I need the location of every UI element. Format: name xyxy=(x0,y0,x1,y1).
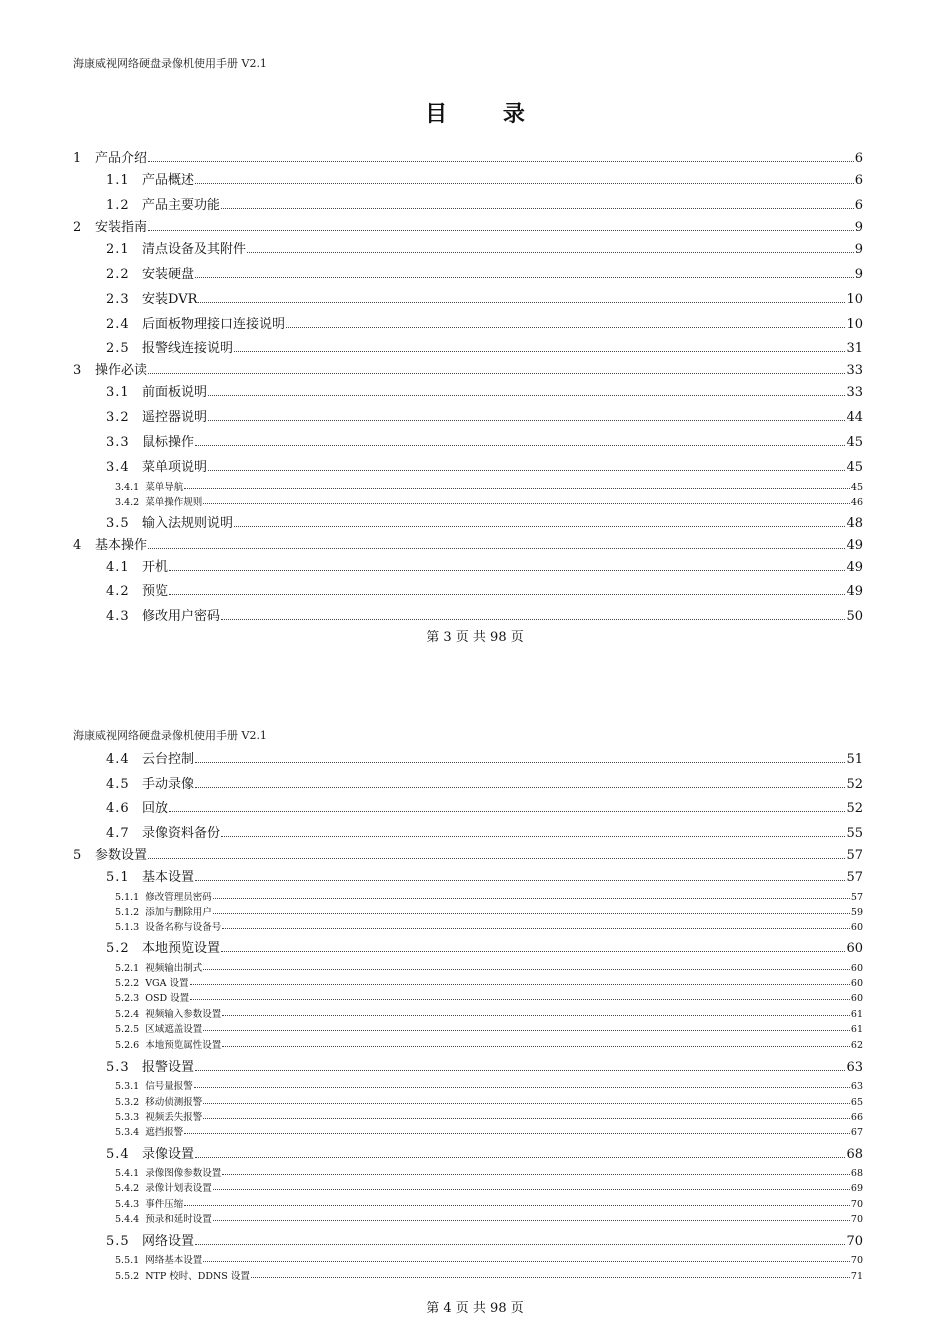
toc-entry-number: 5 xyxy=(73,848,82,863)
toc-entry[interactable] xyxy=(73,1211,863,1225)
toc-entry[interactable] xyxy=(73,1094,863,1108)
toc-entry[interactable] xyxy=(73,494,863,508)
toc-entry-number: 2.4 xyxy=(106,317,130,332)
toc-entry-label: 本地预览设置 xyxy=(142,941,221,956)
toc-entry-label: 预录和延时设置 xyxy=(145,1214,212,1225)
toc-entry-number: 5.2 xyxy=(106,941,130,956)
toc-entry-label: 本地预览属性设置 xyxy=(145,1040,222,1051)
toc-entry-number: 5.5.2 xyxy=(115,1271,140,1282)
toc-entry-label: 基本操作 xyxy=(95,538,148,553)
toc-entry[interactable] xyxy=(73,960,863,974)
toc-entry-number: 4.3 xyxy=(106,609,130,624)
dot-leader xyxy=(203,1103,850,1104)
toc-entry[interactable] xyxy=(73,1078,863,1092)
toc-entry[interactable] xyxy=(73,406,863,425)
toc-entry[interactable] xyxy=(73,1165,863,1179)
dot-leader xyxy=(184,1133,850,1134)
toc-entry-page-number: 45 xyxy=(846,435,863,450)
toc-entry-number: 5.2.2 xyxy=(115,978,140,989)
toc-entry[interactable] xyxy=(73,822,863,841)
toc-entry-page-number: 57 xyxy=(846,870,863,885)
toc-entry-page-number: 6 xyxy=(854,198,863,213)
dot-leader xyxy=(222,1174,850,1175)
dot-leader xyxy=(213,1189,850,1190)
dot-leader xyxy=(195,1244,845,1245)
toc-entry-number: 2.2 xyxy=(106,267,130,282)
toc-entry-label: 参数设置 xyxy=(95,848,148,863)
dot-leader xyxy=(195,1157,845,1158)
toc-entry-label: 录像设置 xyxy=(142,1147,195,1162)
toc-entry-number: 5.5.1 xyxy=(115,1255,140,1266)
toc-entry-page-number: 10 xyxy=(846,292,863,307)
toc-entry-page-number: 61 xyxy=(850,1009,863,1020)
toc-entry-number: 5.4.2 xyxy=(115,1183,140,1194)
page-header: 海康威视网络硬盘录像机使用手册 V2.1 xyxy=(73,57,267,70)
toc-entry-page-number: 6 xyxy=(854,173,863,188)
toc-entry-number: 4.5 xyxy=(106,777,130,792)
toc-entry-label: 录像计划表设置 xyxy=(145,1183,212,1194)
dot-leader xyxy=(213,913,850,914)
toc-entry-label: 报警线连接说明 xyxy=(142,341,234,356)
toc-entry[interactable] xyxy=(73,866,863,885)
toc-entry-page-number: 71 xyxy=(850,1271,863,1282)
dot-leader xyxy=(190,984,850,985)
dot-leader xyxy=(148,373,845,374)
toc-entry-label: 操作必读 xyxy=(95,363,148,378)
toc-entry[interactable] xyxy=(73,605,863,624)
dot-leader xyxy=(184,1205,850,1206)
toc-entry-label: 视频丢失报警 xyxy=(145,1112,203,1123)
toc-entry[interactable] xyxy=(73,1252,863,1266)
toc-entry[interactable] xyxy=(73,313,863,332)
toc-entry-page-number: 9 xyxy=(854,242,863,257)
toc-entry-label: NTP 校时、DDNS 设置 xyxy=(145,1271,250,1282)
toc-entry-page-number: 49 xyxy=(846,560,863,575)
toc-entry-label: 网络设置 xyxy=(142,1234,195,1249)
dot-leader xyxy=(222,928,850,929)
toc-entry-label: 信号量报警 xyxy=(145,1081,193,1092)
toc-entry-label: 基本设置 xyxy=(142,870,195,885)
page-title: 目 录 xyxy=(425,101,549,127)
toc-entry-number: 5.2.5 xyxy=(115,1024,140,1035)
toc-entry-page-number: 65 xyxy=(850,1097,863,1108)
toc-entry-label: 开机 xyxy=(142,560,169,575)
dot-leader xyxy=(195,787,845,788)
toc-entry[interactable] xyxy=(73,456,863,475)
toc-entry-page-number: 60 xyxy=(850,978,863,989)
dot-leader xyxy=(234,526,845,527)
dot-leader xyxy=(195,1070,845,1071)
toc-entry-label: 遥控器说明 xyxy=(142,410,208,425)
toc-entry-page-number: 48 xyxy=(846,516,863,531)
toc-entry-label: 菜单导航 xyxy=(145,482,184,493)
dot-leader xyxy=(221,951,845,952)
dot-leader xyxy=(169,811,845,812)
dot-leader xyxy=(148,548,845,549)
dot-leader xyxy=(221,619,845,620)
toc-entry-label: 视频输出制式 xyxy=(145,963,203,974)
toc-entry-number: 1 xyxy=(73,151,82,166)
toc-entry[interactable] xyxy=(73,748,863,767)
toc-entry-page-number: 9 xyxy=(854,267,863,282)
toc-entry-label: 输入法规则说明 xyxy=(142,516,234,531)
dot-leader xyxy=(169,570,845,571)
dot-leader xyxy=(195,183,854,184)
toc-entry-page-number: 67 xyxy=(850,1127,863,1138)
toc-entry-page-number: 69 xyxy=(850,1183,863,1194)
toc-entry[interactable] xyxy=(73,919,863,933)
toc-entry-page-number: 68 xyxy=(850,1168,863,1179)
dot-leader xyxy=(203,969,850,970)
dot-leader xyxy=(194,1087,850,1088)
toc-entry-label: VGA 设置 xyxy=(145,978,189,989)
toc-entry-number: 2.5 xyxy=(106,341,130,356)
toc-entry-page-number: 55 xyxy=(846,826,863,841)
toc-entry-label: 产品主要功能 xyxy=(142,198,221,213)
toc-entry-page-number: 49 xyxy=(846,584,863,599)
dot-leader xyxy=(208,395,845,396)
toc-entry[interactable] xyxy=(73,263,863,282)
dot-leader xyxy=(203,503,850,504)
toc-entry-number: 5.2.6 xyxy=(115,1040,140,1051)
toc-entry-number: 3.5 xyxy=(106,516,130,531)
toc-entry-page-number: 60 xyxy=(846,941,863,956)
toc-entry[interactable] xyxy=(73,1124,863,1138)
toc-entry-number: 3.1 xyxy=(106,385,130,400)
toc-entry-page-number: 59 xyxy=(850,907,863,918)
toc-entry-number: 3.4.1 xyxy=(115,482,140,493)
toc-entry-number: 3.4 xyxy=(106,460,130,475)
toc-entry-label: 安装硬盘 xyxy=(142,267,195,282)
toc-entry-page-number: 50 xyxy=(846,609,863,624)
toc-entry[interactable] xyxy=(73,1196,863,1210)
dot-leader xyxy=(221,208,854,209)
toc-entry[interactable] xyxy=(73,1006,863,1020)
toc-entry-page-number: 10 xyxy=(846,317,863,332)
toc-entry-number: 4.6 xyxy=(106,801,130,816)
toc-entry-label: 区域遮盖设置 xyxy=(145,1024,203,1035)
toc-entry-number: 4.2 xyxy=(106,584,130,599)
toc-entry-label: 产品介绍 xyxy=(95,151,148,166)
toc-entry-number: 5.4 xyxy=(106,1147,130,1162)
toc-entry-page-number: 70 xyxy=(846,1234,863,1249)
toc-entry-label: 产品概述 xyxy=(142,173,195,188)
page-footer: 第 4 页 共 98 页 xyxy=(426,1301,524,1316)
dot-leader xyxy=(148,161,854,162)
toc-entry-page-number: 31 xyxy=(846,341,863,356)
toc-entry-number: 4.1 xyxy=(106,560,130,575)
dot-leader xyxy=(213,1220,850,1221)
toc-entry-page-number: 57 xyxy=(846,848,863,863)
toc-entry[interactable] xyxy=(73,337,863,356)
toc-page-2 xyxy=(0,672,950,1344)
toc-entry-label: 手动录像 xyxy=(142,777,195,792)
dot-leader xyxy=(247,252,854,253)
toc-entry-label: 报警设置 xyxy=(142,1060,195,1075)
toc-entry[interactable] xyxy=(73,147,863,166)
toc-entry-label: 添加与删除用户 xyxy=(145,907,212,918)
toc-entry-label: 预览 xyxy=(142,584,169,599)
dot-leader xyxy=(286,327,845,328)
toc-entry-number: 3.2 xyxy=(106,410,130,425)
toc-entry[interactable] xyxy=(73,580,863,599)
toc-entry-page-number: 70 xyxy=(850,1255,863,1266)
toc-entry[interactable] xyxy=(73,169,863,188)
toc-entry-label: 清点设备及其附件 xyxy=(142,242,247,257)
toc-entry-number: 5.3.4 xyxy=(115,1127,140,1138)
dot-leader xyxy=(195,762,845,763)
toc-entry-number: 3.3 xyxy=(106,435,130,450)
toc-entry-label: 菜单操作规则 xyxy=(145,497,203,508)
toc-entry-number: 5.1 xyxy=(106,870,130,885)
toc-entry-page-number: 63 xyxy=(850,1081,863,1092)
toc-entry-page-number: 51 xyxy=(846,752,863,767)
toc-entry[interactable] xyxy=(73,1109,863,1123)
toc-entry-number: 3.4.2 xyxy=(115,497,140,508)
toc-entry[interactable] xyxy=(73,773,863,792)
toc-entry-page-number: 60 xyxy=(850,922,863,933)
toc-entry-page-number: 60 xyxy=(850,963,863,974)
toc-entry-page-number: 33 xyxy=(846,385,863,400)
dot-leader xyxy=(195,445,845,446)
toc-entry-number: 2.3 xyxy=(106,292,130,307)
toc-entry-number: 1.1 xyxy=(106,173,130,188)
toc-entry-label: OSD 设置 xyxy=(145,993,190,1004)
toc-entry-label: 安装指南 xyxy=(95,220,148,235)
dot-leader xyxy=(213,898,850,899)
toc-entry-page-number: 52 xyxy=(846,777,863,792)
page-header: 海康威视网络硬盘录像机使用手册 V2.1 xyxy=(73,729,267,742)
toc-entry-label: 回放 xyxy=(142,801,169,816)
toc-entry-number: 5.3.2 xyxy=(115,1097,140,1108)
toc-entry-page-number: 45 xyxy=(850,482,863,493)
toc-entry[interactable] xyxy=(73,1056,863,1075)
dot-leader xyxy=(208,420,845,421)
toc-entry-label: 后面板物理接口连接说明 xyxy=(142,317,286,332)
dot-leader xyxy=(184,488,850,489)
toc-entry[interactable] xyxy=(73,556,863,575)
toc-entry-number: 5.2.1 xyxy=(115,963,140,974)
toc-entry-label: 设备名称与设备号 xyxy=(145,922,222,933)
toc-entry-number: 4.4 xyxy=(106,752,130,767)
toc-entry-page-number: 52 xyxy=(846,801,863,816)
toc-entry[interactable] xyxy=(73,238,863,257)
toc-entry-number: 5.2.3 xyxy=(115,993,140,1004)
toc-entry[interactable] xyxy=(73,512,863,531)
toc-entry[interactable] xyxy=(73,889,863,903)
toc-entry-page-number: 57 xyxy=(850,892,863,903)
dot-leader xyxy=(195,880,845,881)
toc-entry-page-number: 68 xyxy=(846,1147,863,1162)
toc-entry-page-number: 61 xyxy=(850,1024,863,1035)
dot-leader xyxy=(203,1030,850,1031)
toc-entry-page-number: 44 xyxy=(846,410,863,425)
toc-entry-page-number: 6 xyxy=(854,151,863,166)
toc-entry[interactable] xyxy=(73,1230,863,1249)
toc-entry-number: 4 xyxy=(73,538,82,553)
toc-entry-page-number: 60 xyxy=(850,993,863,1004)
toc-entry[interactable] xyxy=(73,194,863,213)
toc-entry-label: 录像资料备份 xyxy=(142,826,221,841)
dot-leader xyxy=(169,594,845,595)
toc-entry-page-number: 63 xyxy=(846,1060,863,1075)
toc-entry-page-number: 49 xyxy=(846,538,863,553)
toc-entry[interactable] xyxy=(73,431,863,450)
toc-entry[interactable] xyxy=(73,1021,863,1035)
toc-entry-page-number: 62 xyxy=(850,1040,863,1051)
toc-entry-label: 视频输入参数设置 xyxy=(145,1009,222,1020)
toc-entry-page-number: 66 xyxy=(850,1112,863,1123)
toc-entry-number: 3 xyxy=(73,363,82,378)
toc-entry-number: 4.7 xyxy=(106,826,130,841)
dot-leader xyxy=(203,1118,850,1119)
dot-leader xyxy=(148,858,845,859)
toc-entry[interactable] xyxy=(73,288,863,307)
toc-entry-label: 事件压缩 xyxy=(145,1199,184,1210)
toc-entry[interactable] xyxy=(73,990,863,1004)
toc-entry-number: 5.5 xyxy=(106,1234,130,1249)
toc-entry-page-number: 9 xyxy=(854,220,863,235)
toc-entry[interactable] xyxy=(73,381,863,400)
toc-entry[interactable] xyxy=(73,216,863,235)
dot-leader xyxy=(251,1277,850,1278)
toc-entry-label: 安装DVR xyxy=(142,292,198,307)
dot-leader xyxy=(198,302,845,303)
toc-entry-label: 录像图像参数设置 xyxy=(145,1168,222,1179)
toc-entry-number: 5.3 xyxy=(106,1060,130,1075)
toc-entry-label: 云台控制 xyxy=(142,752,195,767)
dot-leader xyxy=(148,230,854,231)
toc-entry-label: 鼠标操作 xyxy=(142,435,195,450)
toc-entry-label: 修改用户密码 xyxy=(142,609,221,624)
toc-entry[interactable] xyxy=(73,937,863,956)
toc-entry-label: 菜单项说明 xyxy=(142,460,208,475)
toc-entry[interactable] xyxy=(73,1037,863,1051)
toc-entry-number: 5.3.3 xyxy=(115,1112,140,1123)
toc-entry[interactable] xyxy=(73,1143,863,1162)
page-footer: 第 3 页 共 98 页 xyxy=(426,630,524,645)
toc-entry-label: 网络基本设置 xyxy=(145,1255,203,1266)
toc-entry-number: 1.2 xyxy=(106,198,130,213)
toc-entry-number: 5.1.3 xyxy=(115,922,140,933)
toc-entry-page-number: 45 xyxy=(846,460,863,475)
dot-leader xyxy=(208,470,845,471)
dot-leader xyxy=(190,999,850,1000)
toc-entry-number: 5.4.1 xyxy=(115,1168,140,1179)
toc-entry-label: 移动侦测报警 xyxy=(145,1097,203,1108)
toc-entry-label: 遮挡报警 xyxy=(145,1127,184,1138)
toc-entry-page-number: 33 xyxy=(846,363,863,378)
dot-leader xyxy=(222,1015,850,1016)
toc-entry-number: 5.3.1 xyxy=(115,1081,140,1092)
toc-entry[interactable] xyxy=(73,1268,863,1282)
toc-entry[interactable] xyxy=(73,479,863,493)
toc-entry-page-number: 46 xyxy=(850,497,863,508)
toc-entry[interactable] xyxy=(73,1180,863,1194)
toc-entry[interactable] xyxy=(73,975,863,989)
toc-entry[interactable] xyxy=(73,534,863,553)
toc-entry[interactable] xyxy=(73,359,863,378)
toc-entry-number: 5.4.3 xyxy=(115,1199,140,1210)
dot-leader xyxy=(203,1261,850,1262)
dot-leader xyxy=(222,1046,850,1047)
toc-entry-number: 5.4.4 xyxy=(115,1214,140,1225)
toc-entry-number: 2 xyxy=(73,220,82,235)
dot-leader xyxy=(195,277,854,278)
toc-entry-number: 5.1.2 xyxy=(115,907,140,918)
dot-leader xyxy=(221,836,845,837)
dot-leader xyxy=(234,351,845,352)
toc-entry-label: 修改管理员密码 xyxy=(145,892,212,903)
toc-entry-number: 2.1 xyxy=(106,242,130,257)
toc-entry-label: 前面板说明 xyxy=(142,385,208,400)
toc-entry[interactable] xyxy=(73,904,863,918)
toc-entry[interactable] xyxy=(73,844,863,863)
toc-entry[interactable] xyxy=(73,797,863,816)
toc-entry-number: 5.2.4 xyxy=(115,1009,140,1020)
toc-entry-page-number: 70 xyxy=(850,1199,863,1210)
toc-entry-page-number: 70 xyxy=(850,1214,863,1225)
toc-entry-number: 5.1.1 xyxy=(115,892,140,903)
